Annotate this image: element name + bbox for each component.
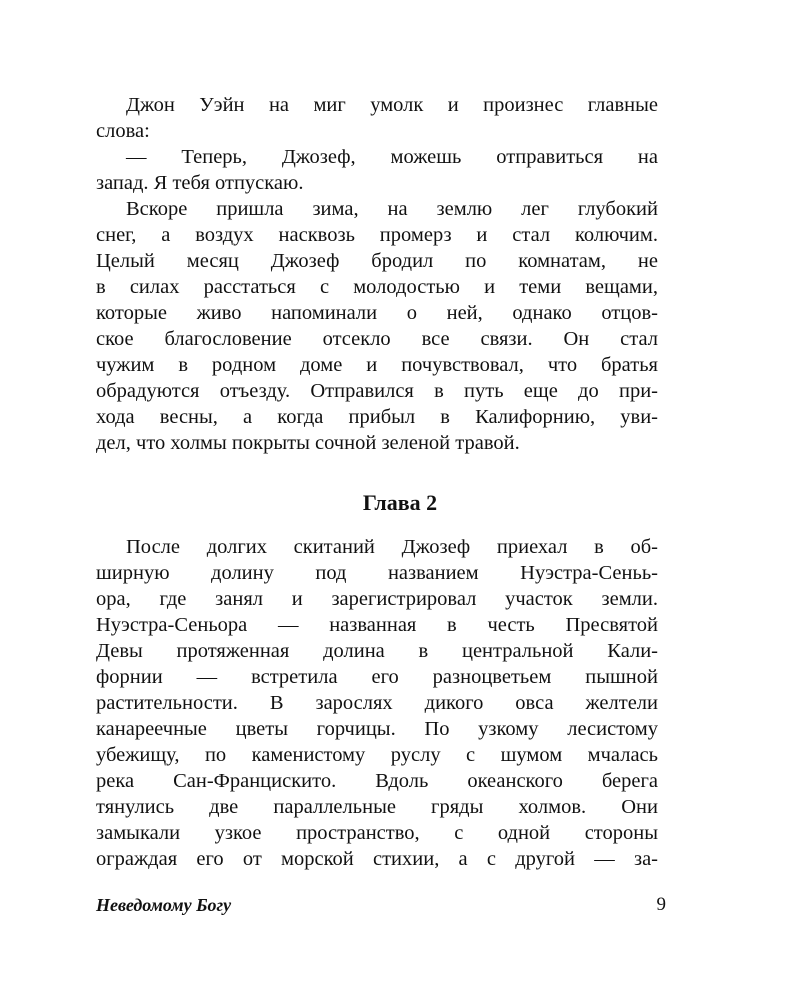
- text-line: обрадуются отъезду. Отправился в путь еще до при-: [96, 380, 658, 402]
- text-line: хода весны, а когда прибыл в Калифорнию, уви-: [96, 406, 658, 428]
- text-line: канареечные цветы горчицы. По узкому лесистому: [96, 718, 658, 740]
- text-line: Целый месяц Джозеф бродил по комнатам, не: [96, 250, 658, 272]
- text-line: которые живо напоминали о ней, однако отцов-: [96, 302, 658, 324]
- text-line: чужим в родном доме и почувствовал, что братья: [96, 354, 658, 376]
- text-line: — Теперь, Джозеф, можешь отправиться на: [126, 146, 658, 168]
- text-line: запад. Я тебя отпускаю.: [96, 172, 304, 194]
- running-footer-title: Неведомому Богу: [96, 895, 232, 915]
- text-line: форнии — встретила его разноцветьем пышной: [96, 666, 658, 688]
- text-line: убежищу, по каменистому руслу с шумом мчалась: [96, 744, 658, 766]
- page-number: 9: [656, 894, 666, 915]
- text-line: дел, что холмы покрыты сочной зеленой травой.: [96, 432, 520, 454]
- text-line: тянулись две параллельные гряды холмов. Они: [96, 796, 658, 818]
- text-line: ское благословение отсекло все связи. Он стал: [96, 328, 658, 350]
- text-line: Девы протяженная долина в центральной Кали-: [96, 640, 658, 662]
- text-line: снег, а воздух насквозь промерз и стал колючим.: [96, 224, 658, 246]
- text-line: растительности. В зарослях дикого овса желтели: [96, 692, 658, 714]
- text-line: ширную долину под названием Нуэстра-Сеньь-: [96, 562, 658, 584]
- text-line: ора, где занял и зарегистрировал участок земли.: [96, 588, 658, 610]
- chapter-heading: Глава 2: [362, 490, 438, 515]
- text-line: Джон Уэйн на миг умолк и произнес главные: [126, 94, 658, 116]
- text-line: После долгих скитаний Джозеф приехал в об-: [126, 536, 658, 558]
- text-line: слова:: [96, 120, 150, 142]
- text-line: замыкали узкое пространство, с одной стороны: [96, 822, 658, 844]
- text-line: Вскоре пришла зима, на землю лег глубокий: [126, 198, 658, 220]
- text-line: в силах расстаться с молодостью и теми вещами,: [96, 276, 658, 298]
- text-line: река Сан-Францискито. Вдоль океанского берега: [96, 770, 658, 792]
- text-line: Нуэстра-Сеньора — названная в честь Пресвятой: [96, 614, 658, 636]
- text-line: ограждая его от морской стихии, а с другой — за-: [96, 848, 658, 870]
